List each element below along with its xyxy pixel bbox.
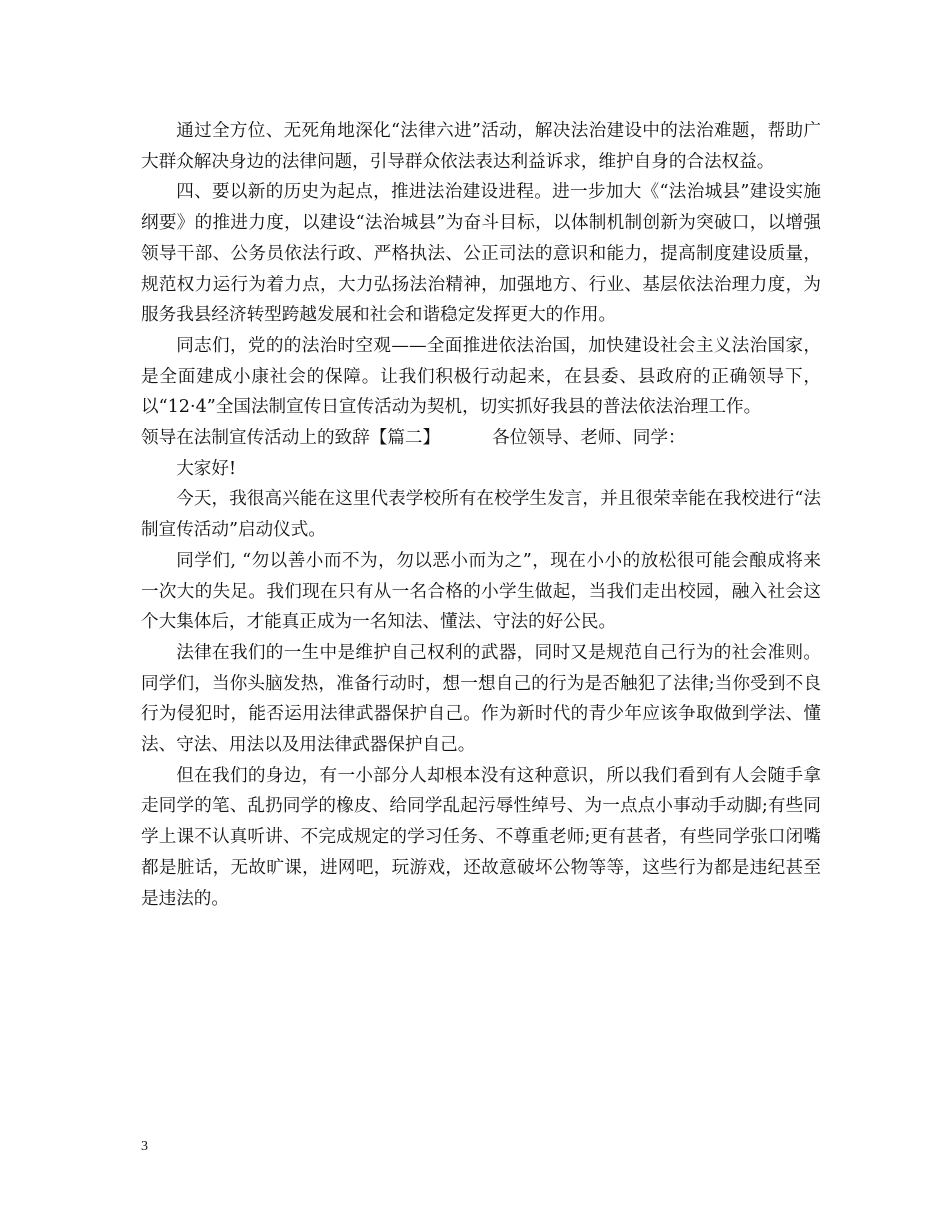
paragraph: 大家好! bbox=[176, 458, 237, 479]
section-greeting: 各位领导、老师、同学： bbox=[492, 428, 686, 449]
paragraph: 通过全方位、无死角地深化“法律六进”活动，解决法治建设中的法治难题，帮助广大群众解决身边的法律问题，引导群众依法表达利益诉求，维护自身的合法权益。 bbox=[141, 121, 821, 172]
page-number: 3 bbox=[141, 1139, 148, 1154]
paragraph: 但在我们的身边，有一小部分人却根本没有这种意识，所以我们看到有人会随手拿走同学的笔、乱扔同学的橡皮、给同学乱起污辱性绰号、为一点点小事动手动脚;有些同学上课不认真听讲、不完成规定的学习任务、不尊重老师;更有甚者，有些同学张口闭嘴都是脏话，无故旷课，进网吧，玩游戏，还故意破坏公物等等，这些行为都是违纪甚至是违法的。 bbox=[141, 765, 821, 909]
paragraph: 同学们, “勿以善小而不为，勿以恶小而为之”，现在小小的放松很可能会酿成将来一次大的失足。我们现在只有从一名合格的小学生做起，当我们走出校园，融入社会这个大集体后，才能真正成为一名知法、懂法、守法的好公民。 bbox=[141, 550, 821, 633]
section-heading-line bbox=[141, 423, 821, 454]
document-body bbox=[141, 116, 821, 914]
paragraph: 今天，我很高兴能在这里代表学校所有在校学生发言，并且很荣幸能在我校进行“法制宣传活动”启动仪式。 bbox=[141, 489, 821, 541]
section-heading: 领导在法制宣传活动上的致辞【篇二】 bbox=[141, 428, 441, 449]
paragraph: 法律在我们的一生中是维护自己权利的武器，同时又是规范自己行为的社会准则。同学们，当你头脑发热，准备行动时，想一想自己的行为是否触犯了法律;当你受到不良行为侵犯时，能否运用法律武器保护自己。作为新时代的青少年应该争取做到学法、懂法、守法、用法以及用法律武器保护自己。 bbox=[141, 642, 821, 756]
paragraph: 四、要以新的历史为起点，推进法治建设进程。进一步加大《“法治城县”建设实施纲要》的推进力度，以建设“法治城县”为奋斗目标，以体制机制创新为突破口，以增强领导干部、公务员依法行政、严格执法、公正司法的意识和能力，提高制度建设质量，规范权力运行为着力点，大力弘扬法治精神，加强地方、行业、基层依法治理力度，为服务我县经济转型跨越发展和社会和谐稳定发挥更大的作用。 bbox=[141, 182, 821, 326]
paragraph: 同志们，党的的法治时空观——全面推进依法治国，加快建设社会主义法治国家，是全面建成小康社会的保障。让我们积极行动起来，在县委、县政府的正确领导下，以“12·4”全国法制宣传日宣传活动为契机，切实抓好我县的普法依法治理工作。 bbox=[141, 335, 821, 418]
